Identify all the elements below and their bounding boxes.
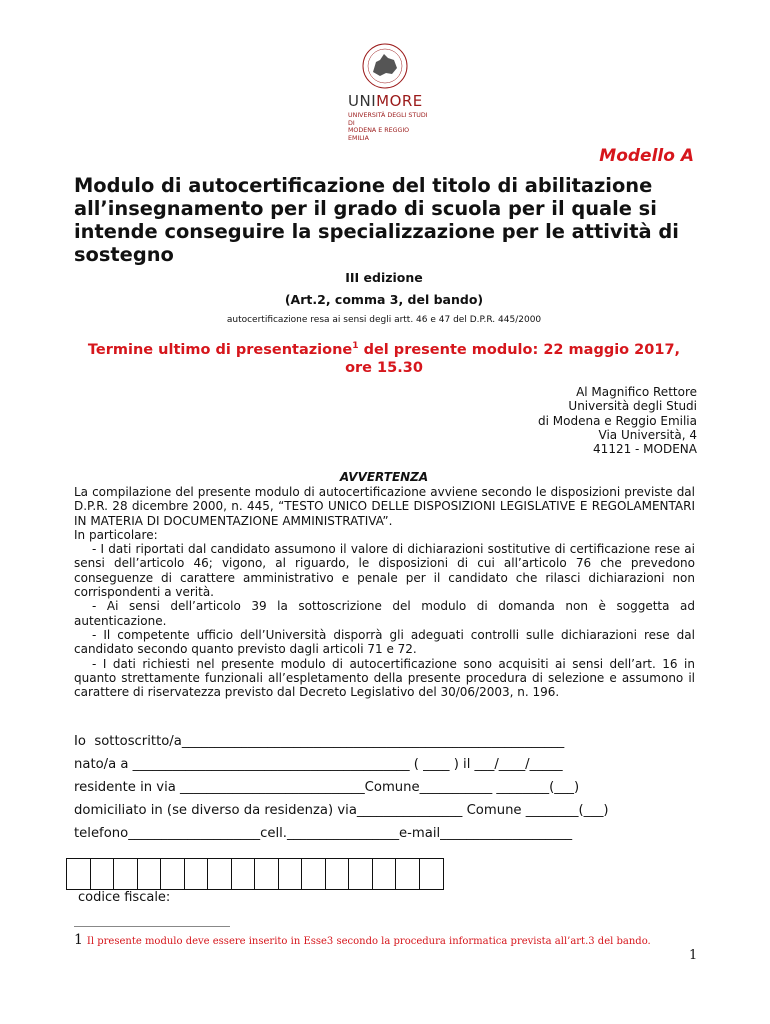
cf-box[interactable] [91,859,115,889]
domicile-field[interactable]: domiciliato in (se diverso da residenza) via________________ Comune ________(___) [74,803,609,818]
cf-box[interactable] [349,859,373,889]
residence-field[interactable]: residente in via ____________________________Comune___________ ________(___) [74,780,580,795]
cf-box[interactable] [302,859,326,889]
recipient-address: Al Magnifico Rettore Università degli Studi di Modena e Reggio Emilia Via Università, 4 41121 - MODENA [538,385,697,457]
cf-box[interactable] [208,859,232,889]
cf-box[interactable] [138,859,162,889]
page-number: 1 [689,948,698,963]
cf-box[interactable] [279,859,303,889]
warning-bullet: - Il competente ufficio dell’Università disporrà gli adeguati controlli sulle dichiarazioni rese dal candidato secondo quanto previsto dagli articoli 71 e 72. [74,627,695,657]
cf-box[interactable] [326,859,350,889]
footnote [74,932,651,948]
modello-label: Modello A [599,146,694,166]
university-logo [340,40,430,142]
footnote-mark: 1 [352,341,359,351]
cf-box[interactable] [67,859,91,889]
personal-data-form [74,730,609,845]
university-seal-icon [340,40,430,92]
footnote-divider [74,926,230,927]
article-reference: (Art.2, comma 3, del bando) [284,292,484,307]
cf-box[interactable] [373,859,397,889]
logo-brand: UNIMORE [348,92,423,110]
document-title: Modulo di autocertificazione del titolo di abilitazione all’insegnamento per il grado di scuola per il quale si intende conseguire la specializzazione per le attività di sostegno [74,174,679,266]
cf-box[interactable] [255,859,279,889]
name-field[interactable]: Io sottoscritto/a__________________________________________________________ [74,734,565,749]
cf-box[interactable] [396,859,420,889]
deadline-notice: Termine ultimo di presentazione$^1$ del presente modulo: 22 maggio 2017, ore 15.30 [87,341,681,376]
birth-field[interactable]: nato/a a __________________________________________ ( ____ ) il ___/____/_____ [74,757,563,772]
warning-body [74,485,695,699]
cf-box[interactable] [114,859,138,889]
warning-in-particolare: In particolare: [74,527,158,542]
warning-bullet: - I dati riportati dal candidato assumono il valore di dichiarazioni sostitutive di certificazione rese ai sensi dell’articolo 46; vigono, al riguardo, le disposizioni di cui all’articolo 76 che prevedono conseguenze di carattere amministrativo e penale per il candidato che rilasci dichiarazioni non corrispondenti a verità. [74,542,695,600]
warning-intro: La compilazione del presente modulo di autocertificazione avviene secondo le disposizioni previste dal D.P.R. 28 dicembre 2000, n. 445, “TESTO UNICO DELLE DISPOSIZIONI LEGISLATIVE E REGOLAMENTARI IN MATERIA DI DOCUMENTAZIONE AMMINISTRATIVA”. [74,485,695,528]
cf-box[interactable] [420,859,444,889]
contact-field[interactable]: telefono____________________cell._________________e-mail____________________ [74,826,573,841]
cf-box[interactable] [232,859,256,889]
codice-fiscale-grid[interactable] [66,858,444,890]
warning-title: AVVERTENZA [339,470,429,484]
logo-subtitle: UNIVERSITÀ DEGLI STUDI DI MODENA E REGGIO EMILIA [348,112,428,142]
edition-label: III edizione [345,270,423,285]
codice-fiscale-label: codice fiscale: [78,890,171,905]
warning-bullet: - Ai sensi dell’articolo 39 la sottoscrizione del modulo di domanda non è soggetta ad autenticazione. [74,599,695,628]
autocert-note: autocertificazione resa ai sensi degli artt. 46 e 47 del D.P.R. 445/2000 [226,315,542,325]
cf-box[interactable] [185,859,209,889]
footnote-text: Il presente modulo deve essere inserito in Esse3 secondo la procedura informatica prevista all’art.3 del bando. [86,936,651,947]
cf-box[interactable] [161,859,185,889]
footnote-number: 1 [74,932,83,948]
warning-bullet: - I dati richiesti nel presente modulo di autocertificazione sono acquisiti ai sensi dell’art. 16 in quanto strettamente funzionali all’espletamento della presente procedura di selezione e assumono il carattere di riservatezza previsto dal Decreto Legislativo del 30/06/2003, n. 196. [74,656,695,700]
